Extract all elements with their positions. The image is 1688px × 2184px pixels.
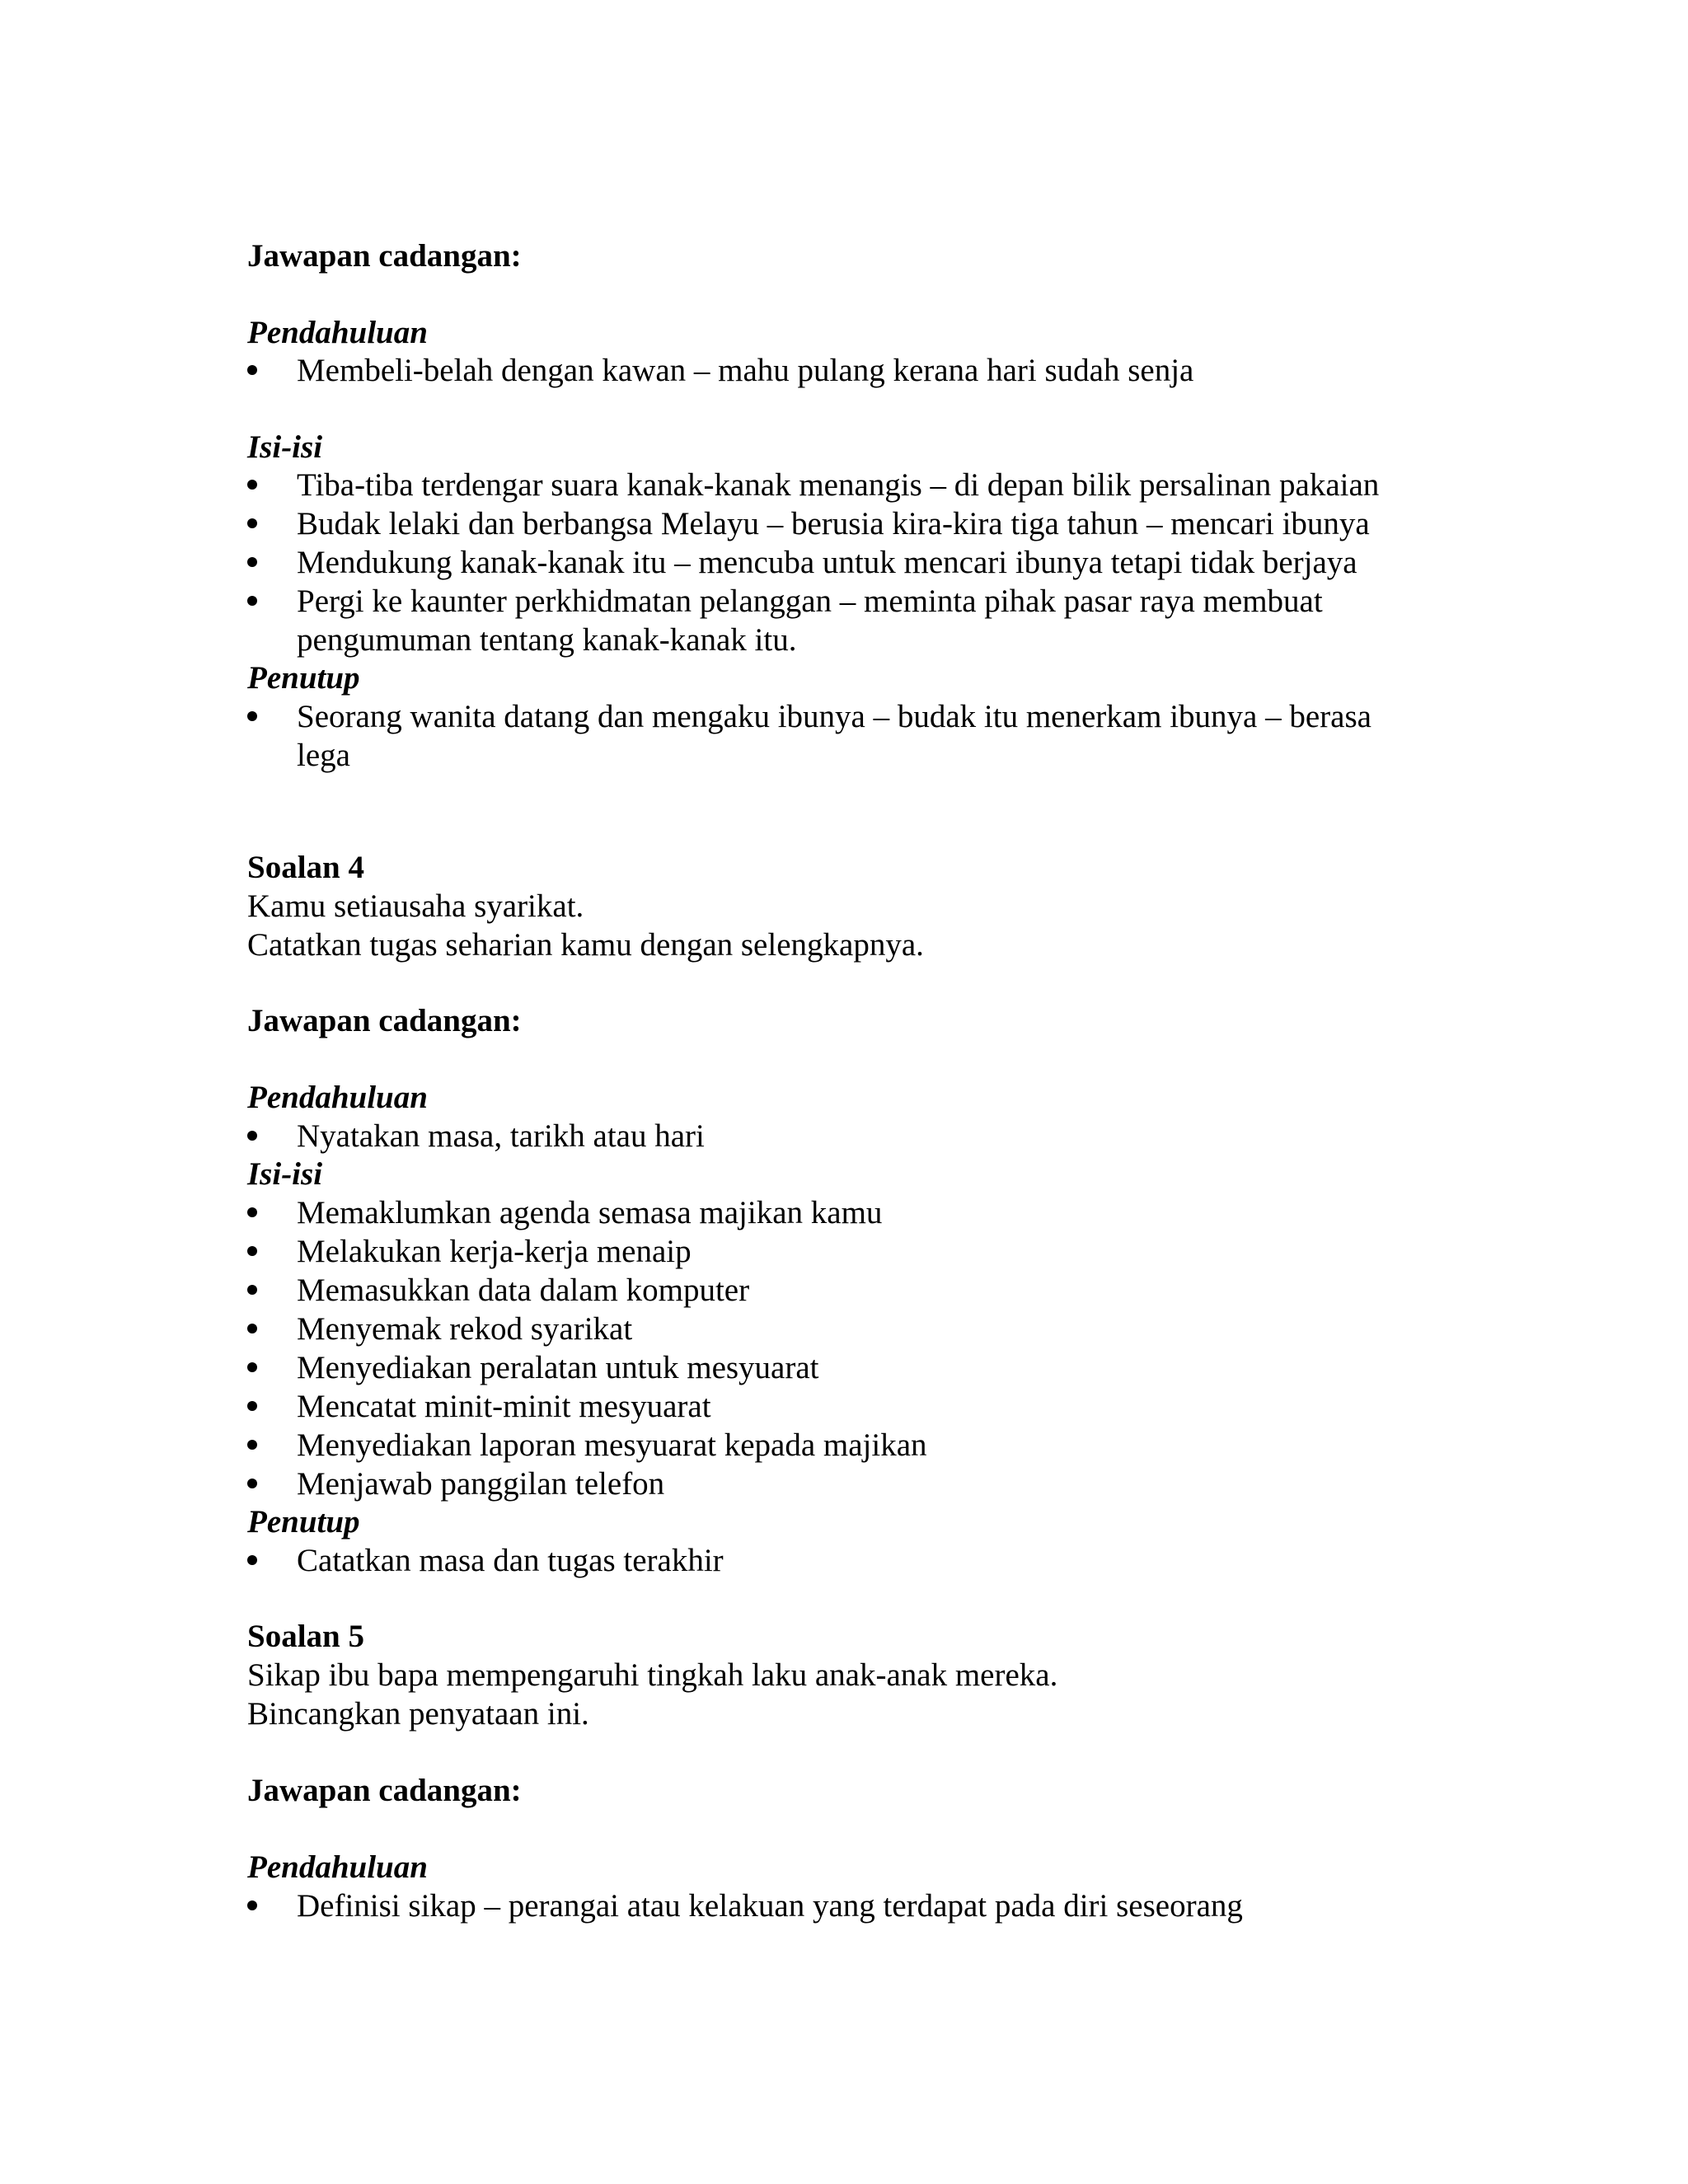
bullet-icon <box>247 1900 257 1910</box>
list-item: Membeli-belah dengan kawan – mahu pulang kerana hari sudah senja <box>297 353 1194 388</box>
question-text: Kamu setiausaha syarikat. <box>247 888 584 924</box>
bullet-icon <box>247 1285 257 1295</box>
list-item: Menyemak rekod syarikat <box>297 1311 633 1347</box>
bullet-icon <box>247 480 257 490</box>
list-item: Pergi ke kaunter perkhidmatan pelanggan – meminta pihak pasar raya membuat <box>297 583 1323 619</box>
bullet-icon <box>247 1207 257 1217</box>
section-heading-introduction: Pendahuluan <box>247 315 428 350</box>
bullet-icon <box>247 711 257 721</box>
answer-heading: Jawapan cadangan: <box>247 1003 522 1038</box>
answer-heading: Jawapan cadangan: <box>247 238 522 274</box>
bullet-icon <box>247 1362 257 1372</box>
bullet-icon <box>247 1479 257 1488</box>
bullet-icon <box>247 1555 257 1565</box>
list-item: Menyediakan laporan mesyuarat kepada majikan <box>297 1427 927 1463</box>
list-item: Catatkan masa dan tugas terakhir <box>297 1543 724 1578</box>
list-item: Nyatakan masa, tarikh atau hari <box>297 1118 705 1154</box>
bullet-icon <box>247 1440 257 1450</box>
list-item: Memasukkan data dalam komputer <box>297 1272 750 1308</box>
list-item: Tiba-tiba terdengar suara kanak-kanak menangis – di depan bilik persalinan pakaian <box>297 467 1380 503</box>
bullet-icon <box>247 1401 257 1411</box>
list-item-continuation: lega <box>297 738 350 773</box>
answer-heading: Jawapan cadangan: <box>247 1773 522 1808</box>
section-heading-introduction: Pendahuluan <box>247 1849 428 1885</box>
question-title: Soalan 4 <box>247 850 364 885</box>
section-heading-conclusion: Penutup <box>247 660 360 696</box>
question-text: Catatkan tugas seharian kamu dengan selengkapnya. <box>247 927 924 963</box>
list-item: Melakukan kerja-kerja menaip <box>297 1234 692 1269</box>
question-text: Sikap ibu bapa mempengaruhi tingkah laku anak-anak mereka. <box>247 1657 1058 1693</box>
bullet-icon <box>247 518 257 528</box>
bullet-icon <box>247 365 257 375</box>
bullet-icon <box>247 557 257 567</box>
section-heading-conclusion: Penutup <box>247 1504 360 1540</box>
list-item: Budak lelaki dan berbangsa Melayu – berusia kira-kira tiga tahun – mencari ibunya <box>297 506 1370 541</box>
list-item-continuation: pengumuman tentang kanak-kanak itu. <box>297 622 797 658</box>
list-item: Mencatat minit-minit mesyuarat <box>297 1389 711 1424</box>
question-title: Soalan 5 <box>247 1619 364 1654</box>
bullet-icon <box>247 596 257 606</box>
list-item: Menjawab panggilan telefon <box>297 1466 665 1502</box>
list-item: Seorang wanita datang dan mengaku ibunya – budak itu menerkam ibunya – berasa <box>297 699 1372 734</box>
section-heading-content: Isi-isi <box>247 429 323 465</box>
bullet-icon <box>247 1131 257 1141</box>
list-item: Memaklumkan agenda semasa majikan kamu <box>297 1195 883 1230</box>
section-heading-introduction: Pendahuluan <box>247 1080 428 1115</box>
list-item: Mendukung kanak-kanak itu – mencuba untuk mencari ibunya tetapi tidak berjaya <box>297 545 1357 580</box>
bullet-icon <box>247 1324 257 1333</box>
list-item: Definisi sikap – perangai atau kelakuan yang terdapat pada diri seseorang <box>297 1888 1243 1924</box>
list-item: Menyediakan peralatan untuk mesyuarat <box>297 1350 819 1385</box>
section-heading-content: Isi-isi <box>247 1156 323 1192</box>
bullet-icon <box>247 1246 257 1256</box>
question-text: Bincangkan penyataan ini. <box>247 1696 589 1732</box>
